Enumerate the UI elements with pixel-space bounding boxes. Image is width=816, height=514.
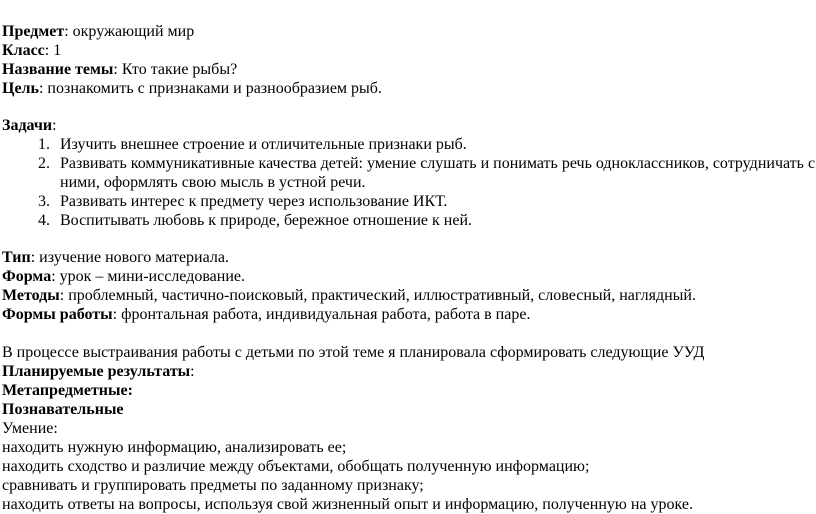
tasks-heading (2, 116, 57, 135)
skill-line: сравнивать и группировать предметы по заданному признаку; (2, 477, 424, 494)
cognitive-label: Познавательные (2, 401, 124, 418)
list-item-text-continued: ними, оформлять свою мысль в устной речи. (60, 174, 366, 191)
tasks-label: Задачи (2, 117, 53, 134)
class-value: : 1 (44, 42, 62, 59)
list-item-number: 4. (38, 212, 50, 229)
list-item-text: Развивать интерес к предмету через использование ИКТ. (60, 193, 448, 210)
workforms-line (2, 305, 530, 324)
tasks-colon: : (52, 117, 57, 134)
topic-line (2, 60, 237, 79)
results-intro: В процессе выстраивания работы с детьми по этой теме я планировала сформировать следующие УУД (2, 344, 705, 361)
subject-value: : окружающий мир (64, 23, 195, 40)
skill-line: находить сходство и различие между объектами, обобщать полученную информацию; (2, 458, 590, 475)
meta-label: Метапредметные: (2, 382, 133, 399)
class-label: Класс (2, 42, 45, 59)
skill-label: Умение: (2, 420, 58, 437)
topic-value: : Кто такие рыбы? (113, 61, 238, 78)
form-value: : урок – мини-исследование. (51, 268, 245, 285)
cognitive-heading (2, 400, 124, 419)
methods-value: : проблемный, частично-поисковый, практический, иллюстративный, словесный, наглядный. (59, 287, 696, 304)
class-line (2, 41, 61, 60)
list-item-number: 1. (38, 136, 50, 153)
methods-label: Методы (2, 287, 60, 304)
workforms-label: Формы работы (2, 306, 113, 323)
planned-results-colon: : (190, 363, 195, 380)
planned-results-line (2, 362, 195, 381)
type-value: : изучение нового материала. (30, 249, 229, 266)
subject-label: Предмет (2, 23, 65, 40)
methods-line (2, 286, 696, 305)
form-label: Форма (2, 268, 52, 285)
list-item-number: 3. (38, 193, 50, 210)
goal-line (2, 79, 382, 98)
type-line (2, 248, 229, 267)
list-item-number: 2. (38, 155, 50, 172)
form-line (2, 267, 245, 286)
list-item-text: Изучить внешнее строение и отличительные признаки рыб. (60, 136, 467, 153)
list-item-text: Воспитывать любовь к природе, бережное отношение к ней. (60, 212, 473, 229)
list-item-text: Развивать коммуникативные качества детей: умение слушать и понимать речь одноклассников, сотрудничать с (60, 155, 816, 172)
goal-label: Цель (2, 80, 39, 97)
planned-results-label: Планируемые результаты (2, 363, 191, 380)
meta-heading (2, 381, 133, 400)
subject-line (2, 22, 194, 41)
type-label: Тип (2, 249, 31, 266)
workforms-value: : фронтальная работа, индивидуальная работа, работа в паре. (112, 306, 531, 323)
skill-line: находить ответы на вопросы, используя свой жизненный опыт и информацию, полученную на уроке. (2, 496, 693, 513)
skill-line: находить нужную информацию, анализировать ее; (2, 439, 347, 456)
goal-value: : познакомить с признаками и разнообразием рыб. (38, 80, 382, 97)
topic-label: Название темы (2, 61, 114, 78)
